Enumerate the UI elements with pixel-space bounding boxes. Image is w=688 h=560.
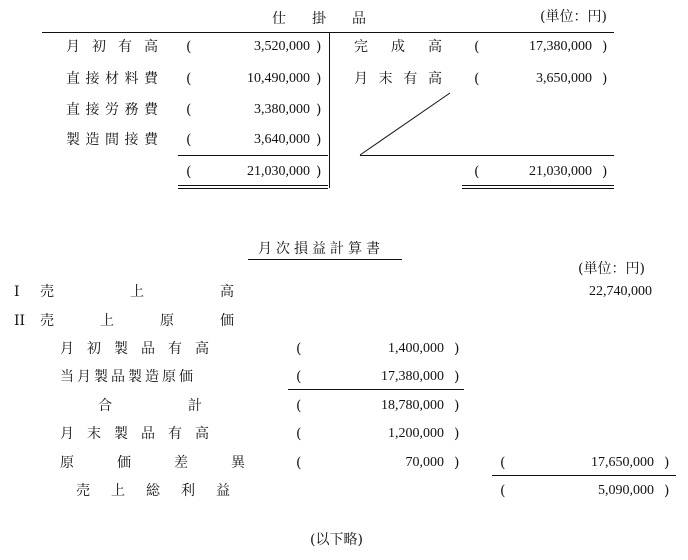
- cogs-row-amount: 17,380,000: [381, 369, 444, 384]
- paren-close: ): [602, 39, 608, 55]
- credit-label: 完 成 高: [354, 39, 442, 55]
- paren-close: ): [454, 369, 460, 385]
- credit-amount: 17,380,000: [529, 39, 592, 54]
- statement-title-underline: [248, 259, 402, 260]
- paren-close: ): [454, 455, 460, 471]
- credit-amount: 3,650,000: [536, 71, 592, 86]
- paren-close: ): [316, 164, 322, 180]
- cogs-row-label-text: 合計: [98, 398, 278, 414]
- cogs-total-rule: [492, 475, 676, 476]
- sales-label-text: 売上高: [40, 284, 310, 300]
- account-unit: (単位：円): [540, 9, 607, 25]
- paren-close: ): [664, 455, 670, 471]
- account-title-text: 仕 掛 品: [272, 11, 372, 27]
- paren-close: ): [316, 39, 322, 55]
- paren-open: (: [186, 71, 192, 87]
- paren-close: ): [454, 341, 460, 357]
- credit-double-rule-2: [462, 188, 614, 189]
- debit-label: 月 初 有 高: [66, 39, 158, 55]
- cogs-row-label: [98, 397, 278, 415]
- paren-close: ): [454, 398, 460, 414]
- cogs-row-label: 月初製品有高: [60, 341, 222, 357]
- cogs-row-amount: 70,000: [405, 455, 444, 470]
- paren-open: (: [474, 71, 480, 87]
- cogs-row-amount: 1,200,000: [388, 426, 444, 441]
- paren-close: ): [316, 132, 322, 148]
- debit-amount: 3,640,000: [254, 132, 310, 147]
- debit-total: 21,030,000: [247, 164, 310, 179]
- paren-close: ): [316, 102, 322, 118]
- cogs-row-label: 当月製品製造原価: [60, 369, 196, 385]
- statement-title: [258, 240, 392, 258]
- credit-double-rule-1: [462, 185, 614, 186]
- statement-title-text: 月次損益計算書: [258, 241, 384, 257]
- cogs-row-amount: 18,780,000: [381, 398, 444, 413]
- paren-open: (: [474, 39, 480, 55]
- paren-open: (: [296, 398, 302, 414]
- debit-label: 製 造 間 接 費: [66, 132, 158, 148]
- gross-profit-label: [76, 482, 251, 500]
- paren-close: ): [602, 164, 608, 180]
- cogs-row-label: 月末製品有高: [60, 426, 222, 442]
- paren-open: (: [186, 39, 192, 55]
- debit-amount: 3,380,000: [254, 102, 310, 117]
- debit-amount: 10,490,000: [247, 71, 310, 86]
- gross-profit-amount: 5,090,000: [598, 483, 654, 498]
- paren-close: ): [316, 71, 322, 87]
- cogs-row-label: 原価差異: [60, 455, 288, 471]
- gross-profit-label-text: 売上総利益: [76, 483, 251, 499]
- cogs-label: 売上原価: [40, 313, 280, 329]
- paren-close: ): [454, 426, 460, 442]
- debit-amount: 3,520,000: [254, 39, 310, 54]
- paren-open: (: [500, 483, 506, 499]
- paren-close: ): [602, 71, 608, 87]
- credit-total: 21,030,000: [529, 164, 592, 179]
- cogs-subtotal-rule: [288, 389, 464, 390]
- paren-close: ): [664, 483, 670, 499]
- paren-open: (: [296, 341, 302, 357]
- statement-unit: (単位：円): [578, 261, 645, 277]
- omitted-note: (以下略): [310, 532, 363, 548]
- credit-subtotal-rule: [360, 155, 614, 156]
- sales-label: [40, 283, 310, 301]
- paren-open: (: [500, 455, 506, 471]
- paren-open: (: [186, 102, 192, 118]
- credit-label: 月 末 有 高: [354, 71, 442, 87]
- cogs-section-number: II: [14, 313, 26, 329]
- paren-open: (: [186, 164, 192, 180]
- sales-amount: 22,740,000: [589, 284, 652, 299]
- paren-open: (: [296, 455, 302, 471]
- paren-open: (: [296, 426, 302, 442]
- cogs-total: 17,650,000: [591, 455, 654, 470]
- paren-open: (: [296, 369, 302, 385]
- paren-open: (: [186, 132, 192, 148]
- cogs-row-amount: 1,400,000: [388, 341, 444, 356]
- debit-label: 直 接 材 料 費: [66, 71, 158, 87]
- debit-label: 直 接 労 務 費: [66, 102, 158, 118]
- sales-section-number: I: [14, 284, 20, 300]
- paren-open: (: [474, 164, 480, 180]
